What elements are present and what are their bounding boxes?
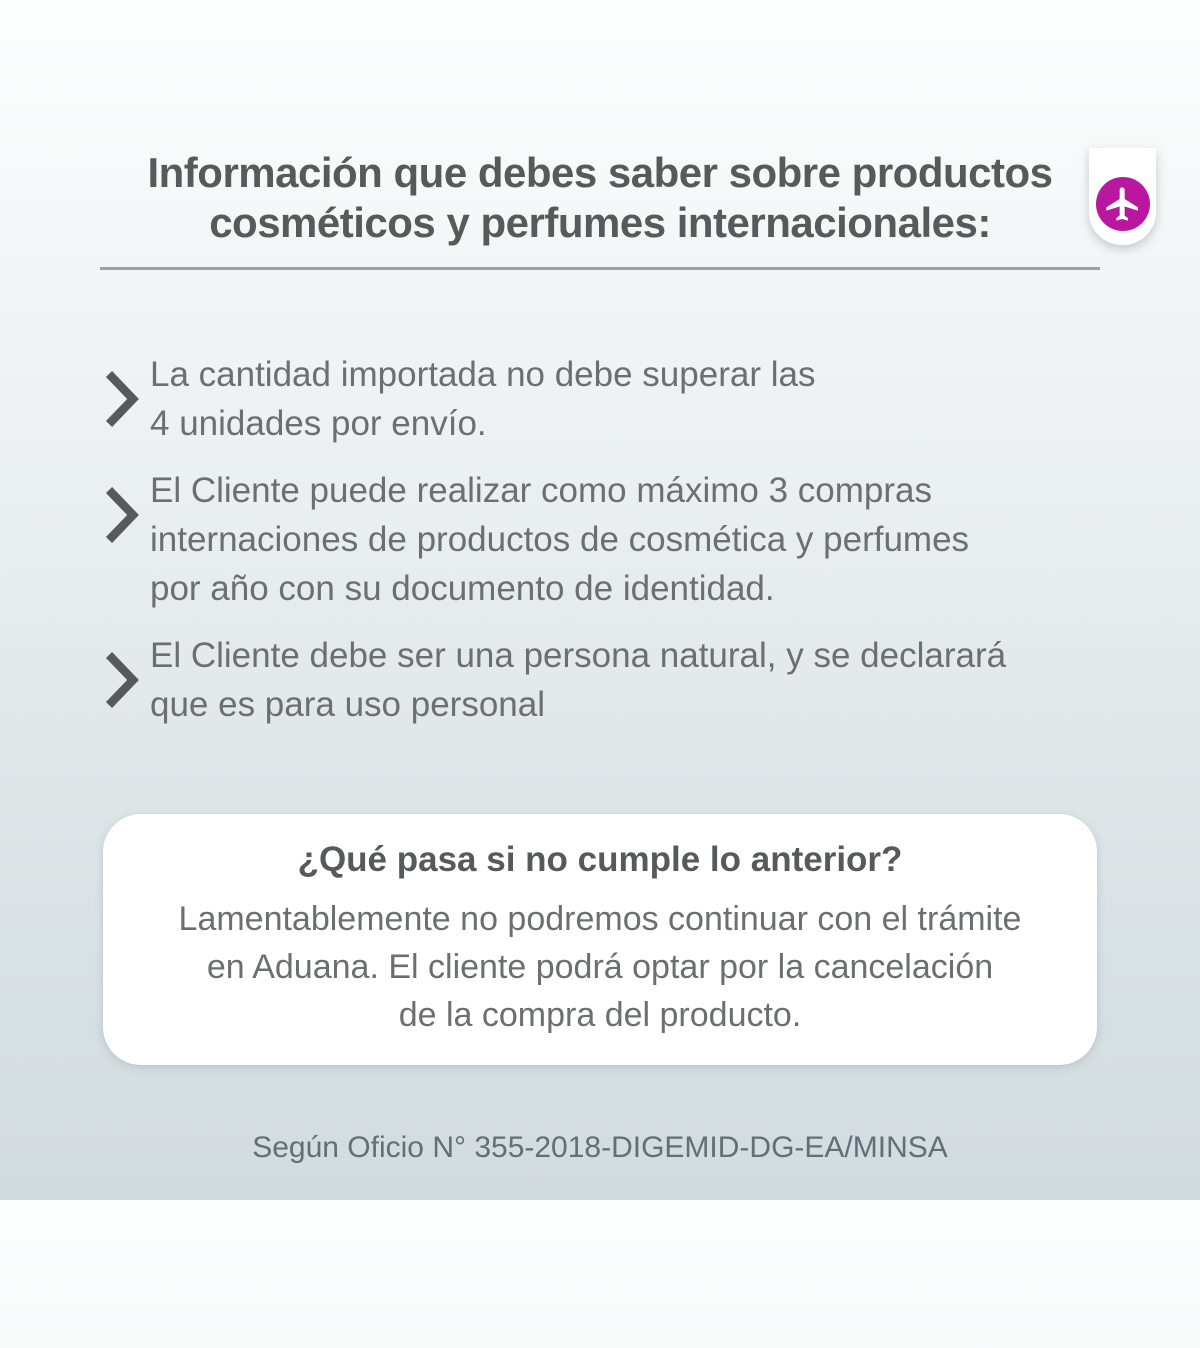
warning-card-title: ¿Qué pasa si no cumple lo anterior? xyxy=(297,839,903,879)
airplane-icon xyxy=(1103,184,1143,224)
chevron-right-icon xyxy=(104,369,140,429)
info-list xyxy=(104,350,1150,729)
list-item xyxy=(104,466,1150,613)
warning-card-body: Lamentablemente no podremos continuar con el trámite en Aduana. El cliente podrá optar por la cancelación de la compra del producto. xyxy=(178,899,1022,1034)
page-title: Información que debes saber sobre productos cosméticos y perfumes internacionales: xyxy=(147,149,1053,247)
list-item-text: El Cliente puede realizar como máximo 3 compras internaciones de productos de cosmética y perfumes por año con su documento de identidad. xyxy=(150,470,970,608)
chevron-right-icon xyxy=(104,485,140,545)
warning-card xyxy=(103,814,1097,1065)
source-note: Según Oficio N° 355-2018-DIGEMID-DG-EA/MINSA xyxy=(252,1130,948,1164)
airplane-badge xyxy=(1096,177,1150,231)
infographic-page xyxy=(0,148,1200,1348)
brand-ribbon xyxy=(1089,148,1156,245)
list-item xyxy=(104,631,1150,729)
page xyxy=(0,148,1200,1348)
chevron-right-icon xyxy=(104,650,140,710)
title-divider xyxy=(100,267,1100,270)
list-item xyxy=(104,350,1150,448)
list-item-text: La cantidad importada no debe superar las 4 unidades por envío. xyxy=(150,354,816,443)
list-item-text: El Cliente debe ser una persona natural, y se declarará que es para uso personal xyxy=(150,635,1007,724)
